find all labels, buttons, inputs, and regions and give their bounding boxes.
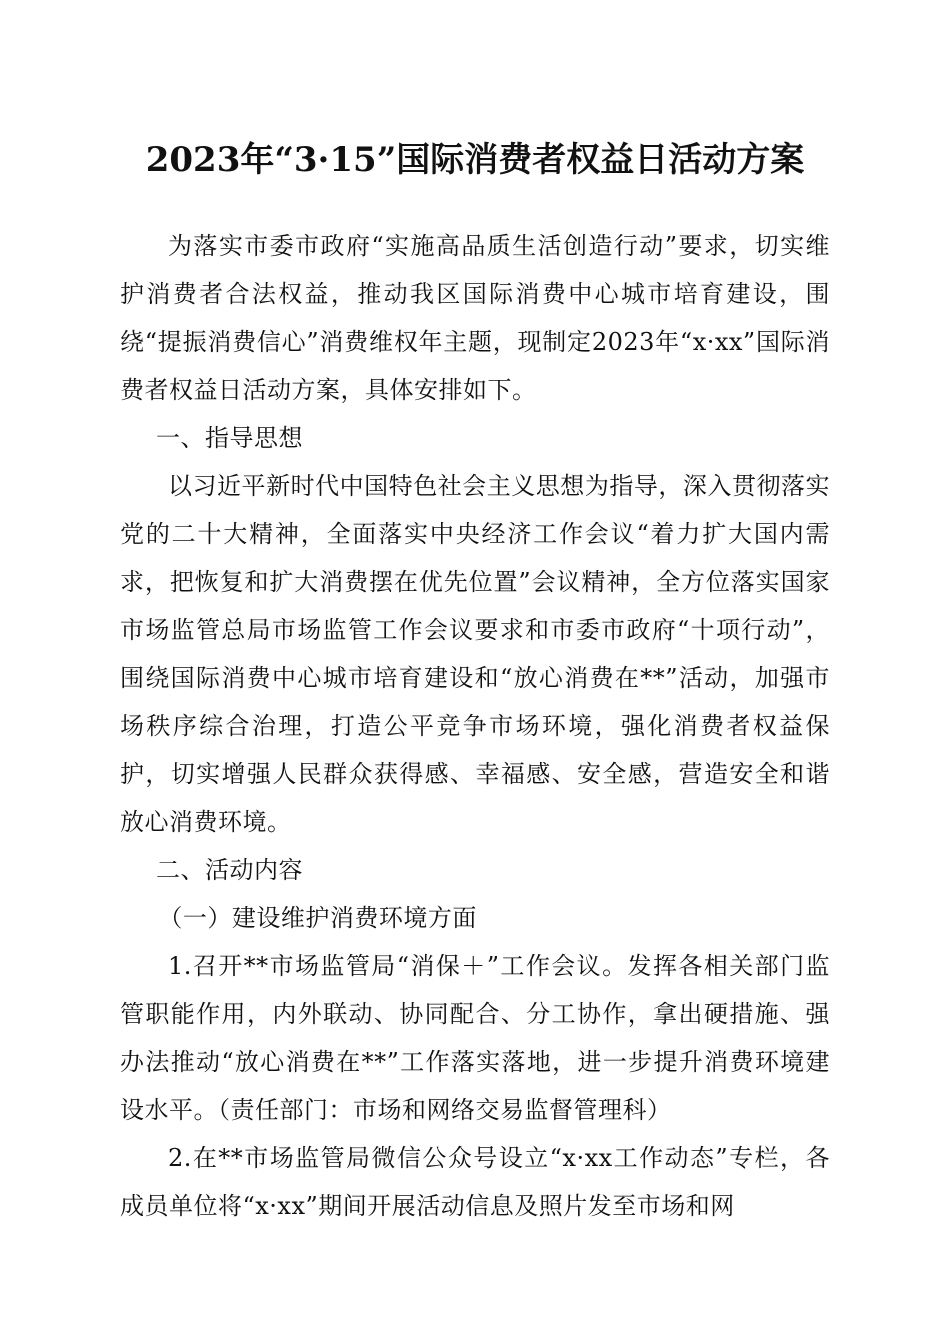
section-heading-guiding-ideology: 一、指导思想 <box>156 424 303 452</box>
list-item-wechat-column: 2.在**市场监管局微信公众号设立“x·xx工作动态”专栏，各成员单位将“x·xx”期间开展活动信息及照片发至市场和网 <box>120 1144 830 1220</box>
intro-paragraph: 为落实市委市政府“实施高品质生活创造行动”要求，切实维护消费者合法权益，推动我区国际消费中心城市培育建设，围绕“提振消费信心”消费维权年主题，现制定2023年“x·xx”国际消费者权益日活动方案，具体安排如下。 <box>120 232 830 404</box>
subsection-heading-consumer-environment: （一）建设维护消费环境方面 <box>158 904 477 932</box>
list-item-meeting: 1.召开**市场监管局“消保＋”工作会议。发挥各相关部门监管职能作用，内外联动、协同配合、分工协作，拿出硬措施、强办法推动“放心消费在**”工作落实落地，进一步提升消费环境建设水平。（责任部门：市场和网络交易监督管理科） <box>120 952 830 1124</box>
document-title: 2023年“3·15”国际消费者权益日活动方案 <box>145 140 805 180</box>
guiding-ideology-paragraph: 以习近平新时代中国特色社会主义思想为指导，深入贯彻落实党的二十大精神，全面落实中央经济工作会议“着力扩大国内需求，把恢复和扩大消费摆在优先位置”会议精神，全方位落实国家市场监管总局市场监管工作会议要求和市委市政府“十项行动”，围绕国际消费中心城市培育建设和“放心消费在**”活动，加强市场秩序综合治理，打造公平竞争市场环境，强化消费者权益保护，切实增强人民群众获得感、幸福感、安全感，营造安全和谐放心消费环境。 <box>120 472 830 836</box>
section-heading-activity-content: 二、活动内容 <box>156 856 303 884</box>
document-body <box>120 222 830 1230</box>
